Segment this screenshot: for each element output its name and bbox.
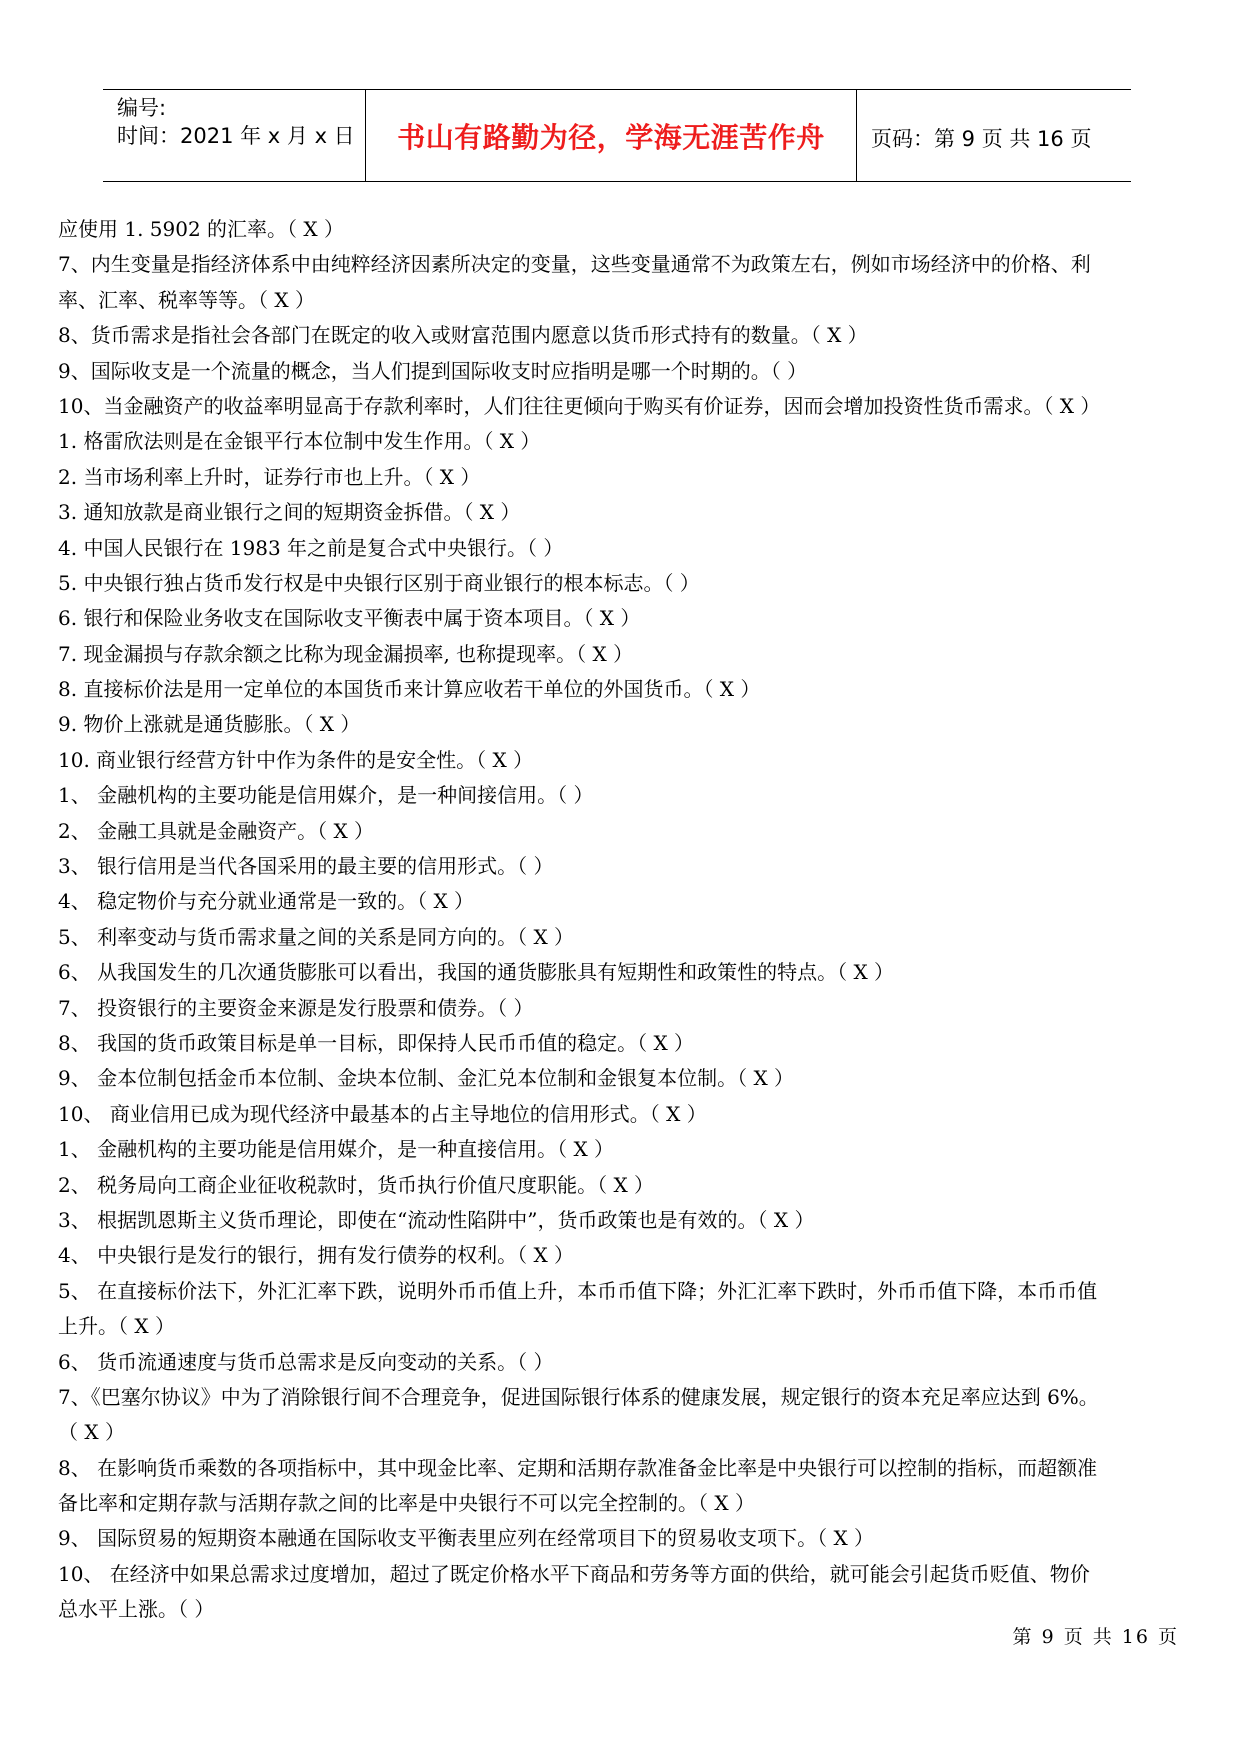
text-line: 7、内生变量是指经济体系中由纯粹经济因素所决定的变量，这些变量通常不为政策左右，例如市场经济中的价格、利 <box>58 252 1091 277</box>
document-time-label: 时间：2021 年 x 月 x 日 <box>117 124 355 148</box>
header-left-cell <box>103 90 365 181</box>
text-line: 8、货币需求是指社会各部门在既定的收入或财富范围内愿意以货币形式持有的数量。（ X ） <box>58 323 868 348</box>
text-line: 7. 现金漏损与存款余额之比称为现金漏损率, 也称提现率。（ X ） <box>58 641 634 666</box>
page-footer: 第 9 页 共 16 页 <box>1012 1626 1179 1648</box>
text-line: 5、 在直接标价法下，外汇汇率下跌，说明外币币值上升，本币币值下降；外汇汇率下跌时，外币币值下降，本币币值 <box>58 1278 1098 1303</box>
document-number-label: 编号: <box>117 96 167 120</box>
text-line: 1. 格雷欣法则是在金银平行本位制中发生作用。（ X ） <box>58 429 541 454</box>
text-line: 6、 从我国发生的几次通货膨胀可以看出，我国的通货膨胀具有短期性和政策性的特点。（ X ） <box>58 960 895 985</box>
text-line: 9. 物价上涨就是通货膨胀。（ X ） <box>58 712 361 737</box>
text-line: 10、 商业信用已成为现代经济中最基本的占主导地位的信用形式。（ X ） <box>58 1101 707 1126</box>
text-line: 1、 金融机构的主要功能是信用媒介，是一种间接信用。（ ） <box>58 783 594 808</box>
text-line: 8、 我国的货币政策目标是单一目标，即保持人民币币值的稳定。（ X ） <box>58 1030 695 1055</box>
text-line: 总水平上涨。（ ） <box>58 1597 215 1622</box>
text-line: 4、 中央银行是发行的银行，拥有发行债券的权利。（ X ） <box>58 1243 575 1268</box>
text-line: 8、 在影响货币乘数的各项指标中，其中现金比率、定期和活期存款准备金比率是中央银行可以控制的指标，而超额准 <box>58 1455 1098 1480</box>
text-line: 率、汇率、税率等等。（ X ） <box>58 287 315 312</box>
text-line: 2. 当市场利率上升时，证券行市也上升。（ X ） <box>58 464 481 489</box>
text-line: 10. 商业银行经营方针中作为条件的是安全性。（ X ） <box>58 747 534 772</box>
text-line: 6、 货币流通速度与货币总需求是反向变动的关系。（ ） <box>58 1349 554 1374</box>
text-line: 2、 税务局向工商企业征收税款时，货币执行价值尺度职能。（ X ） <box>58 1172 655 1197</box>
text-line: 3、 根据凯恩斯主义货币理论，即使在“流动性陷阱中”，货币政策也是有效的。（ X ） <box>58 1207 815 1232</box>
text-line: 8. 直接标价法是用一定单位的本国货币来计算应收若干单位的外国货币。（ X ） <box>58 677 761 702</box>
document-body <box>58 212 1178 1628</box>
text-line: （ X ） <box>58 1420 125 1445</box>
text-line: 9、 金本位制包括金币本位制、金块本位制、金汇兑本位制和金银复本位制。（ X ） <box>58 1066 795 1091</box>
text-line: 5、 利率变动与货币需求量之间的关系是同方向的。（ X ） <box>58 924 575 949</box>
header-center-cell <box>365 90 857 181</box>
text-line: 4. 中国人民银行在 1983 年之前是复合式中央银行。（ ） <box>58 535 564 560</box>
text-line: 3、 银行信用是当代各国采用的最主要的信用形式。（ ） <box>58 854 554 879</box>
header-motto: 书山有路勤为径，学海无涯苦作舟 <box>397 121 825 154</box>
header-page-indicator: 页码：第 9 页 共 16 页 <box>871 127 1092 151</box>
text-line: 4、 稳定物价与充分就业通常是一致的。（ X ） <box>58 889 475 914</box>
text-line: 7、《巴塞尔协议》中为了消除银行间不合理竞争，促进国际银行体系的健康发展，规定银行的资本充足率应达到 6%。 <box>58 1384 1099 1409</box>
text-line: 6. 银行和保险业务收支在国际收支平衡表中属于资本项目。（ X ） <box>58 606 641 631</box>
text-line: 上升。（ X ） <box>58 1314 175 1339</box>
text-line: 5. 中央银行独占货币发行权是中央银行区别于商业银行的根本标志。（ ） <box>58 570 700 595</box>
text-line: 1、 金融机构的主要功能是信用媒介，是一种直接信用。（ X ） <box>58 1137 615 1162</box>
text-line: 2、 金融工具就是金融资产。（ X ） <box>58 818 375 843</box>
text-line: 9、 国际贸易的短期资本融通在国际收支平衡表里应列在经常项目下的贸易收支项下。（ X ） <box>58 1526 875 1551</box>
text-line: 3. 通知放款是商业银行之间的短期资金拆借。（ X ） <box>58 500 521 525</box>
text-line: 备比率和定期存款与活期存款之间的比率是中央银行不可以完全控制的。（ X ） <box>58 1491 755 1516</box>
text-line: 应使用 1. 5902 的汇率。（ X ） <box>58 217 345 241</box>
header-right-cell <box>857 90 1131 181</box>
text-line: 10、 在经济中如果总需求过度增加，超过了既定价格水平下商品和劳务等方面的供给，就可能会引起货币贬值、物价 <box>58 1561 1090 1586</box>
text-line: 10、当金融资产的收益率明显高于存款利率时，人们往往更倾向于购买有价证券，因而会增加投资性货币需求。（ X ） <box>58 393 1101 418</box>
page-header <box>103 89 1131 182</box>
text-line: 9、国际收支是一个流量的概念，当人们提到国际收支时应指明是哪一个时期的。（ ） <box>58 358 808 383</box>
text-line: 7、 投资银行的主要资金来源是发行股票和债券。（ ） <box>58 995 534 1020</box>
